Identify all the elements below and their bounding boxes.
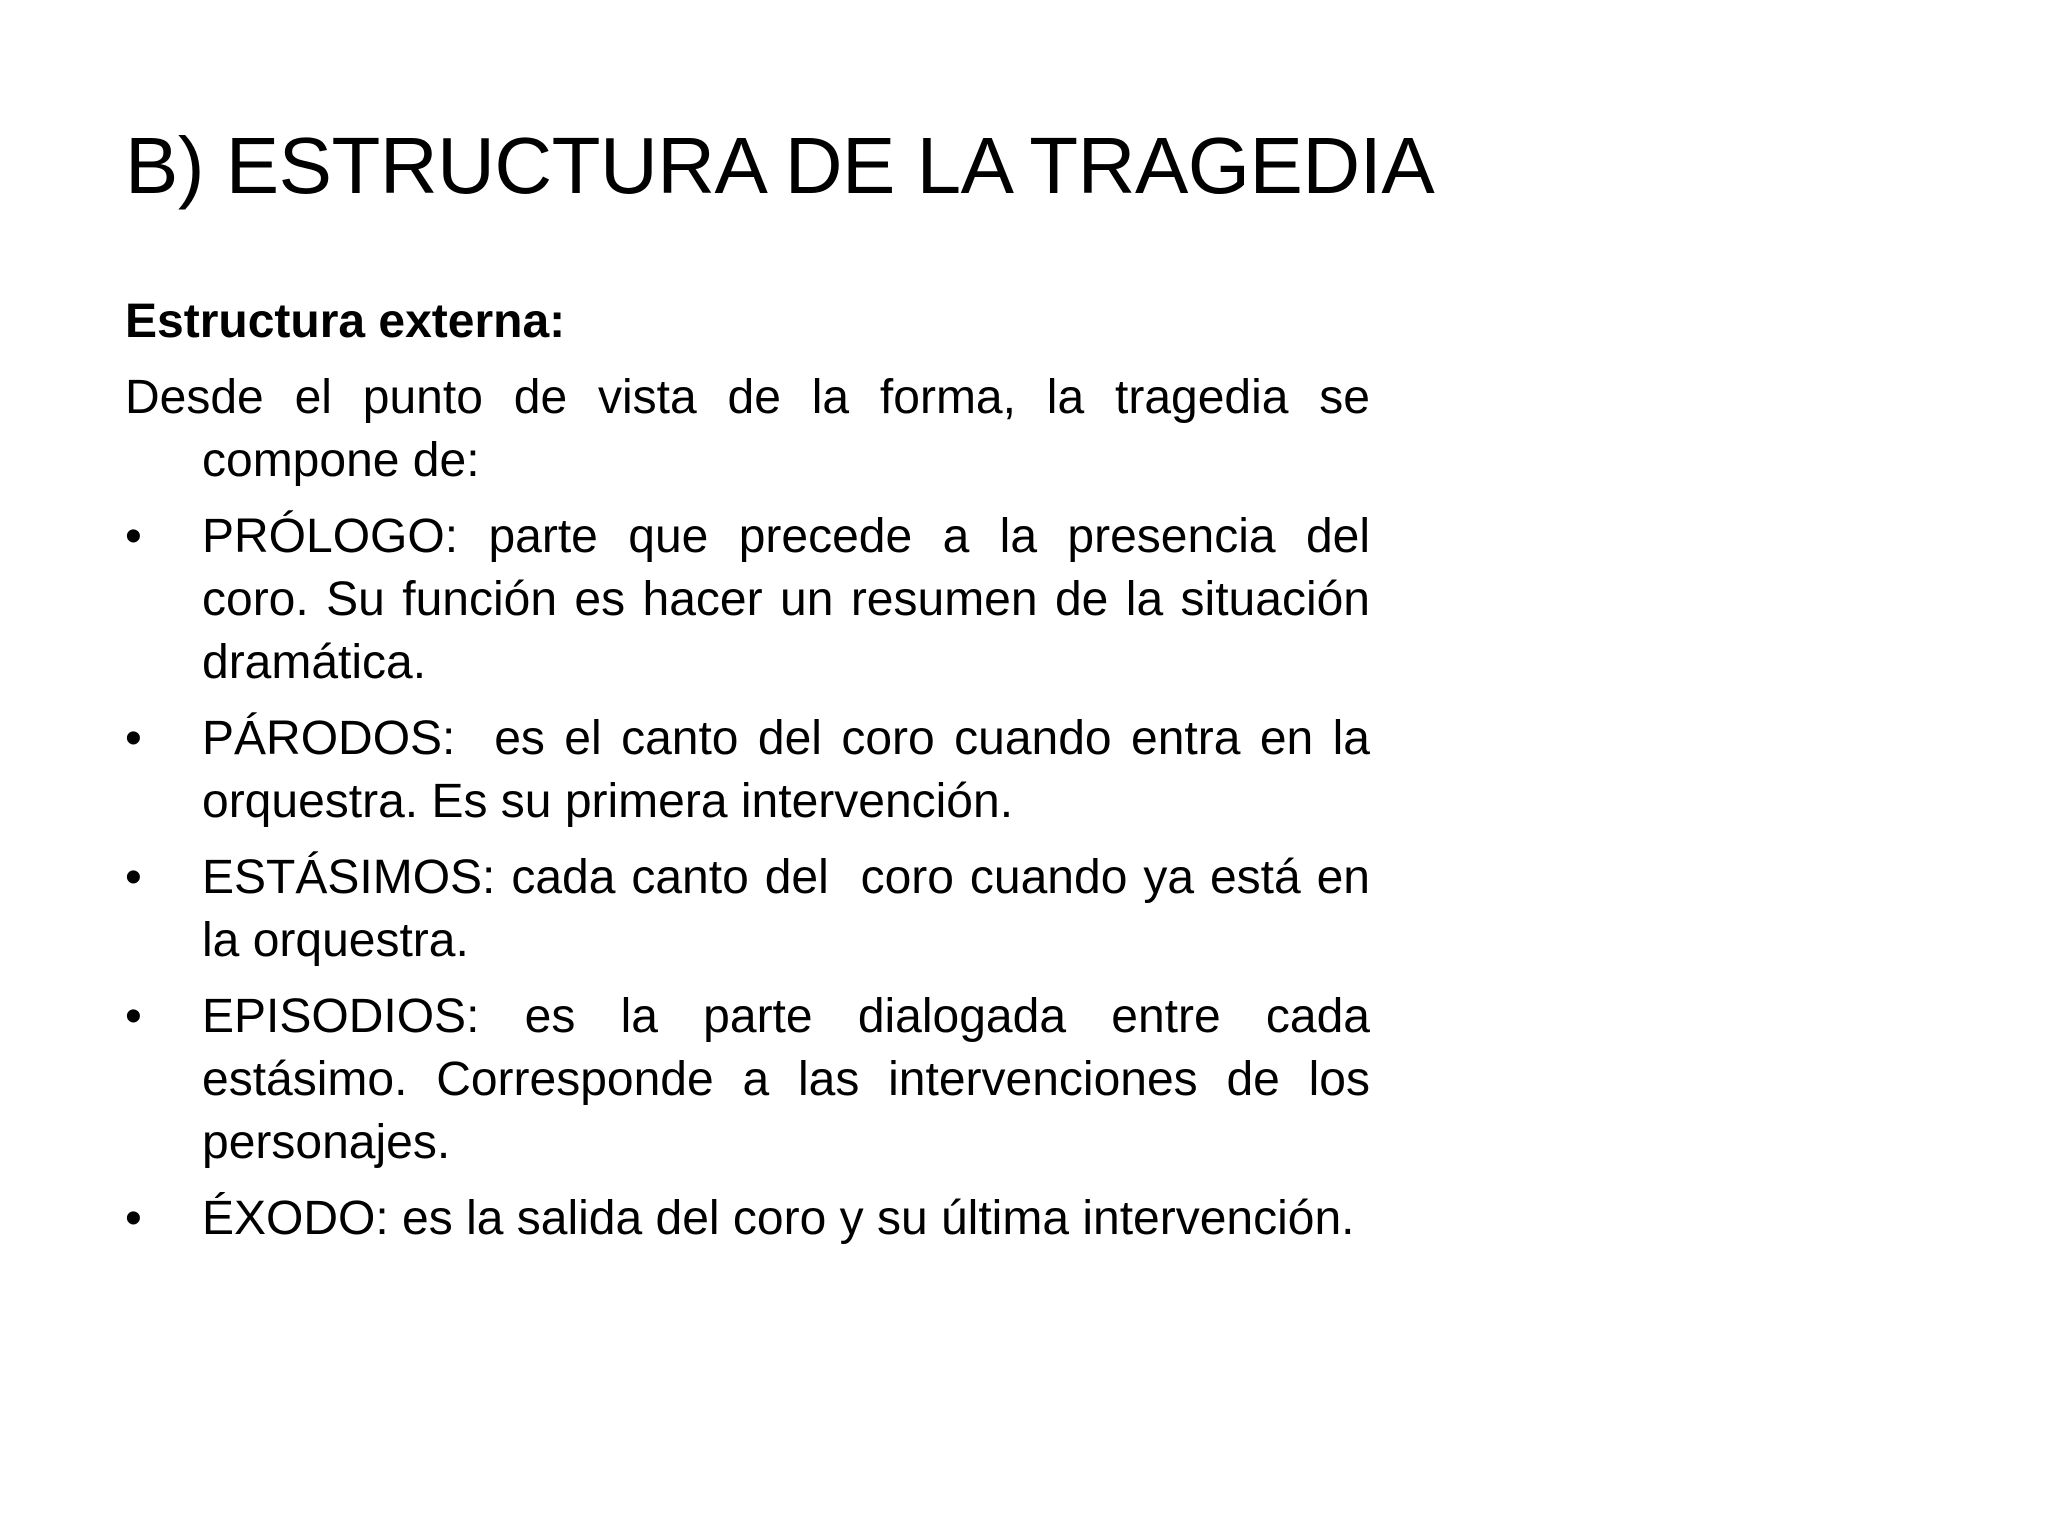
list-item-text: ÉXODO: es la salida del coro y su última intervención. [202,1192,1355,1245]
list-item-estasimos [125,846,1384,972]
list-item-text: PÁRODOS: es el canto del coro cuando entra en la orquestra. Es su primera intervención. [202,712,1384,828]
list-item-text: ESTÁSIMOS: cada canto del coro cuando ya está en la orquestra. [202,851,1384,967]
slide-title: B) ESTRUCTURA DE LA TRAGEDIA [125,121,1435,210]
list-item-text: PRÓLOGO: parte que precede a la presencia del coro. Su función es hacer un resumen de la situación dramática. [202,510,1370,689]
bullet-list [125,505,1384,1250]
bullet-icon: • [125,712,142,765]
slide-body [125,290,1384,1263]
bullet-icon: • [125,510,142,563]
list-item-parodos [125,707,1384,833]
bullet-icon: • [125,1192,142,1245]
list-item-episodios [125,985,1370,1174]
list-item-exodo [125,1187,1370,1250]
list-item-text: EPISODIOS: es la parte dialogada entre cada estásimo. Corresponde a las intervenciones de los personajes. [202,990,1370,1169]
bullet-icon: • [125,851,142,904]
bullet-icon: • [125,990,142,1043]
intro-paragraph: Desde el punto de vista de la forma, la tragedia se compone de: [125,371,1370,487]
list-item-prologo [125,505,1370,694]
section-subheading: Estructura externa: [125,295,566,348]
